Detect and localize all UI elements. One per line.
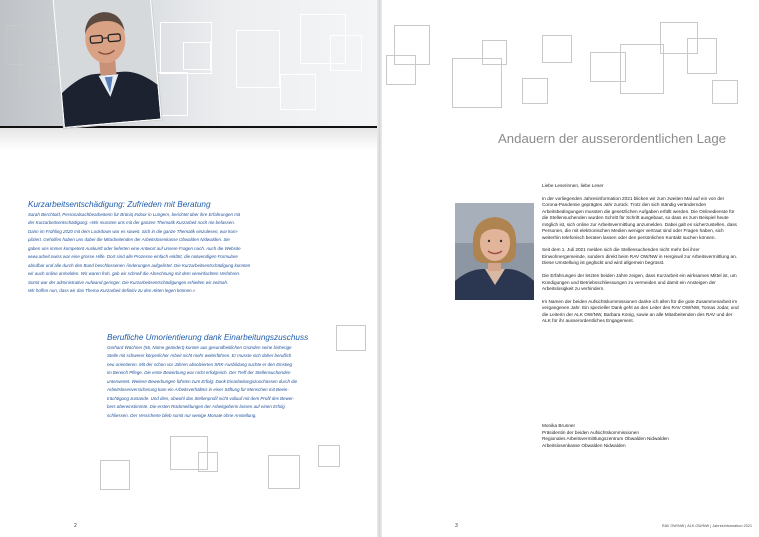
left-page: [0, 0, 377, 537]
article-line: Gerhard Wüchner (56, Name geändert) konnte aus gesundheitlichen Gründen seine bisherige: [107, 345, 292, 350]
decor-square: [183, 42, 211, 70]
decor-square: [522, 78, 548, 104]
letter-paragraph: Die Erfahrungen der letzten beiden Jahre zeigen, dass Kurzarbeit ein wirksames Mittel ist, um Kündigungen und Betriebsschliessungen zu vermeiden und damit ein Ansteigen der Arbeitslosigkeit zu verhindern.: [542, 273, 737, 292]
article-line: Stelle mit schwerer körperlicher Arbeit nicht mehr weiterführen. Er musste sich daher beruflich: [107, 353, 292, 359]
article-kurzarbeit: [28, 200, 303, 296]
article-line: Wir hoffen nun, dass wir das Thema Kurzarbeit definitiv zu den Akten legen können.»: [28, 288, 196, 294]
letter-paragraph: In der vorliegenden Jahresinformation 2021 blicken wir zum zweiten Mal auf ein von der Corona-Pandemie geprägtes Jahr zurück. Trotz den sich ständig verändernden Arbeitsbedingungen mussten die gesetzlichen Aufgaben erfüllt werden. Die Onlinedienste für die Stellensuchenden wurden Schritt für Schritt ausgebaut, so dass es zum Beispiel heute möglich ist, sich online zur Arbeitsvermittlung anzumelden. Dabei galt es sicherzustellen, dass Personen, die mit elektronischen Medien weniger vertraut sind oder Fragen haben, sich weiterhin telefonisch beraten lassen oder den persönlichen Kontakt suchen können.: [542, 195, 737, 240]
article-line: unterwertet. Weitere Bewerbungen führten zum Erfolg: Dank Einarbeitungszuschüssen durch die: [107, 378, 298, 384]
article-line: www.arbeit.swiss war eine grosse Hilfe. Dort sind alle Prozesse einfach erklärt, die notwendigen Formulare: [28, 254, 238, 260]
article-umorientierung: [107, 333, 352, 420]
letter-paragraph: Seit dem 1. Juli 2021 melden sich die Stellensuchenden nicht mehr bei ihrer Einwohnergemeinde, sondern direkt beim RAV OW/NW in Hergiswil zur Arbeitsvermittlung an. Diese Umstellung ist geglückt und wird allgemein begrüsst.: [542, 247, 738, 266]
portrait-woman-photo: [455, 203, 534, 300]
decor-square: [20, 45, 60, 87]
decor-square: [542, 35, 572, 63]
article-line: pliziert. Geholfen haben uns dabei die Mitarbeitenden der Arbeitslosenkasse Obwalden Nidwalden. Sie: [28, 237, 230, 243]
decor-square: [386, 55, 416, 85]
signature-line: Präsidentin der beiden Aufsichtskommissionen: [542, 429, 639, 435]
decor-square: [482, 40, 507, 65]
decor-square: [100, 460, 130, 490]
letter-salutation: Liebe Leserinnen, liebe Leser: [542, 183, 604, 188]
article-line: schliessen. Der Versicherte blieb somit nur wenige Monate ohne Anstellung.: [107, 412, 257, 418]
decor-square: [620, 44, 664, 94]
decor-square: [712, 80, 738, 104]
article-line: Somit war der administrative Aufwand geringer. Die Kurzarbeitsentschädigungen erhielten wir zeitnah.: [28, 279, 229, 285]
signature-line: Regionales Arbeitsvermittlungszentrum Obwalden Nidwalden: [542, 436, 669, 441]
page-number-left: 2: [74, 523, 77, 529]
article-line: im Bereich Pflege. Die erste Bewerbung war nicht erfolgreich. Der Treff der Stellensuchenden: [107, 370, 291, 376]
decor-square: [236, 30, 280, 88]
signature-name: Monika Brunner: [542, 423, 576, 428]
article-line: bers übereinstimmte. Die ersten Rückmeldungen der Arbeitgeberin lassen auf einen Erfolg: [107, 404, 285, 410]
editorial-letter: [542, 183, 742, 331]
letter-signature: [542, 423, 742, 449]
article-line: Dann im Frühling 2020 mit dem Lockdown war es soweit. Sich in die ganze Thematik einzulesen, war kom-: [28, 228, 239, 234]
page-footer: RAV OW/NW | ALK OW/NW | Jahresinformation 2021: [662, 524, 753, 528]
decor-square: [330, 35, 362, 71]
header-shadow: [0, 128, 377, 150]
decor-square: [198, 452, 218, 472]
article-umorientierung-title: Berufliche Umorientierung dank Einarbeitungszuschuss: [107, 333, 309, 342]
signature-line: Arbeitslosenkasse Obwalden Nidwalden: [542, 442, 626, 448]
page-title: Andauern der ausserordentlichen Lage: [498, 131, 727, 146]
decor-square: [687, 38, 717, 74]
article-line: Arbeitslosenversicherung kam ein Arbeitsverhältnis in einer Stiftung für Menschen mit Beein-: [107, 387, 289, 393]
article-line: abrufbar und alle durch den Bund beschlossenen Änderungen aufgelistet. Die Kurzarbeitsentschädigung konnten: [28, 262, 251, 268]
right-page: [382, 0, 759, 537]
decor-square: [318, 445, 340, 467]
article-line: neu orientieren. Mit der schon vor Jahren absolvierten SRK-Ausbildung suchte er den Einstieg: [107, 361, 292, 367]
article-line: wir auch online anmelden. Wir waren froh, gab wir schnell die Abrechnung mit dem vereinfachten Verfahren.: [28, 271, 241, 277]
decor-square: [452, 58, 502, 108]
portrait-man-photo: [52, 0, 161, 128]
decor-square: [336, 325, 366, 351]
article-line: der Kurzarbeitsentschädigung: «Wir mussten uns mit der ganzen Thematik Kurzarbeit noch nie befassen.: [28, 220, 235, 226]
article-line: trächtigung zustande. Und dies, obwohl das Stellenprofil nicht vollauf mit dem Profil des Bewer-: [107, 395, 295, 401]
article-kurzarbeit-title: Kurzarbeitsentschädigung: Zufrieden mit Beratung: [28, 200, 211, 209]
article-line: gaben uns immer kompetent Auskunft oder lieferten eine Antwort auf unsere Fragen nach. Auch die Website: [28, 245, 241, 251]
letter-paragraph: Im Namen der beiden Aufsichtskommissionen danke ich allen für die gute Zusammenarbeit im vergangenen Jahr. Ein spezieller Dank geht an den Leiter des RAV OW/NW, Tomas Jodar, und die Leiterin der ALK OW/NW, Barbara König, sowie an alle Mitarbeitenden des RAV und der ALK für ihr ausserordentliches Engagement.: [542, 298, 739, 324]
decor-square: [268, 455, 300, 489]
page-number-right: 3: [455, 523, 458, 529]
article-line: Sarah Berchtold, Personalsachbearbeiterin für Brüniq Indoor in Lungern, berichtet über ihre Erfahrungen mit: [28, 212, 241, 217]
decor-square: [280, 74, 316, 110]
